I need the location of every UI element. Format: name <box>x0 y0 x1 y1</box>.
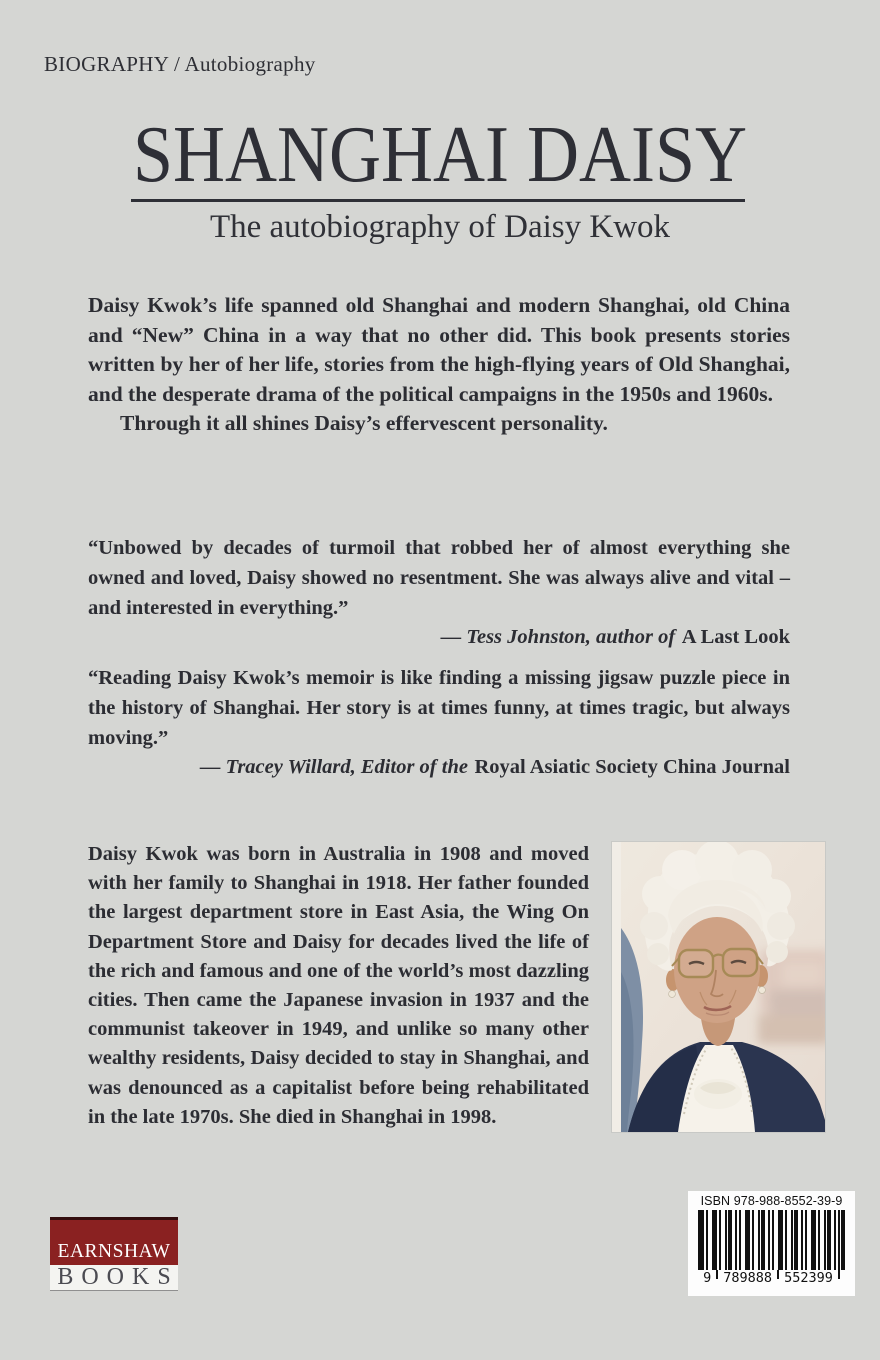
intro-paragraph-2: Through it all shines Daisy’s effervescent personality. <box>120 411 608 436</box>
author-photo-illustration <box>612 842 825 1132</box>
author-bio: Daisy Kwok was born in Australia in 1908 and moved with her family to Shanghai in 1918. Her father founded the largest department store in East Asia, the Wing On Department Store and Daisy for decades lived the life of the rich and famous and one of the world’s most dazzling cities. Then came the Japanese invasion in 1937 and the communist takeover in 1949, and unlike so many other wealthy residents, Daisy decided to stay in Shanghai, and was denounced as a capitalist before being rehabilitated in the late 1970s. She died in Shanghai in 1998. <box>88 843 589 1128</box>
review-quote-2 <box>88 664 790 783</box>
intro-blurb <box>88 291 790 439</box>
barcode-digits <box>688 1270 855 1287</box>
author-photo <box>612 842 825 1132</box>
barcode-guard-bar <box>838 1270 840 1279</box>
title-divider-rule <box>131 199 745 202</box>
barcode-digit-group-left: 9 <box>703 1270 712 1286</box>
review-quote-2-attribution-name: — Tracey Willard, Editor of the <box>199 756 468 779</box>
isbn-number-label: ISBN 978-988-8552-39-9 <box>700 1194 843 1208</box>
isbn-barcode <box>688 1191 855 1296</box>
barcode-guard-bar <box>777 1270 779 1279</box>
review-quote-1-attribution <box>88 623 790 653</box>
review-quote-2-attribution-work: Royal Asiatic Society China Journal <box>474 756 790 779</box>
review-quote-1-attribution-work: A Last Look <box>681 626 790 649</box>
review-quote-2-attribution <box>88 753 790 783</box>
intro-paragraph-1: Daisy Kwok’s life spanned old Shanghai and modern Shanghai, old China and “New” China in a way that no other did. This book presents stories written by her of her life, stories from the high-flying years of Old Shanghai, and the desperate drama of the political campaigns in the 1950s and 1960s. <box>88 293 790 406</box>
publisher-logo-earnshaw: EARNSHAW <box>50 1217 178 1265</box>
publisher-logo-books: BOOKS <box>50 1265 178 1291</box>
book-subtitle: The autobiography of Daisy Kwok <box>209 209 671 245</box>
barcode-bars <box>698 1210 845 1270</box>
review-quote-1 <box>88 534 790 653</box>
review-quote-1-text: “Unbowed by decades of turmoil that robbed her of almost everything she owned and loved, Daisy showed no resentment. She was always alive and vital – and interested in everything.” <box>88 537 790 619</box>
review-quote-1-attribution-name: — Tess Johnston, author of <box>440 626 676 649</box>
barcode-digit-group-mid: 789888 <box>723 1270 773 1286</box>
barcode-guard-bar <box>716 1270 718 1279</box>
barcode-digit-group-right: 552399 <box>784 1270 833 1286</box>
publisher-logo <box>50 1217 178 1291</box>
category-label: BIOGRAPHY / Autobiography <box>44 52 316 76</box>
book-title: SHANGHAI DAISY <box>132 109 747 200</box>
review-quote-2-text: “Reading Daisy Kwok’s memoir is like finding a missing jigsaw puzzle piece in the history of Shanghai. Her story is at times funny, at times tragic, but always moving.” <box>88 667 790 749</box>
